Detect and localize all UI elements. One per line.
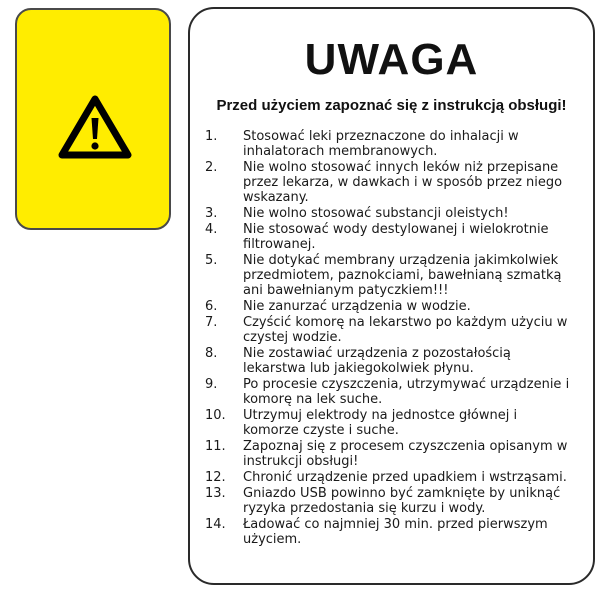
rule-number: 14. bbox=[205, 517, 226, 532]
warning-sign-panel bbox=[15, 8, 171, 230]
rule-text: Czyścić komorę na lekarstwo po każdym użyciu w czystej wodzie. bbox=[243, 315, 568, 345]
rule-number: 7. bbox=[205, 315, 218, 330]
rules-list bbox=[205, 129, 573, 548]
rule-item bbox=[205, 299, 573, 314]
rule-text: Gniazdo USB powinno być zamknięte by uniknąć ryzyka przedostania się kurzu i wody. bbox=[243, 486, 561, 516]
rule-item bbox=[205, 315, 573, 345]
rule-item bbox=[205, 408, 573, 438]
rule-item bbox=[205, 346, 573, 376]
rule-number: 13. bbox=[205, 486, 226, 501]
rule-text: Nie dotykać membrany urządzenia jakimkolwiek przedmiotem, paznokciami, bawełnianą szmatką ani bawełnianym patyczkiem!!! bbox=[243, 253, 562, 298]
rule-number: 6. bbox=[205, 299, 218, 314]
rule-text: Nie wolno stosować innych leków niż przepisane przez lekarza, w dawkach i w sposób przez niego wskazany. bbox=[243, 160, 563, 205]
rule-item bbox=[205, 439, 573, 469]
rule-text: Chronić urządzenie przed upadkiem i wstrząsami. bbox=[243, 470, 567, 485]
rule-item bbox=[205, 129, 573, 159]
rule-text: Nie stosować wody destylowanej i wielokrotnie filtrowanej. bbox=[243, 222, 549, 252]
rule-text: Ładować co najmniej 30 min. przed pierwszym użyciem. bbox=[243, 517, 548, 547]
rule-text: Zapoznaj się z procesem czyszczenia opisanym w instrukcji obsługi! bbox=[243, 439, 568, 469]
rule-text: Nie zanurzać urządzenia w wodzie. bbox=[243, 299, 471, 314]
rule-item bbox=[205, 517, 573, 547]
rule-item bbox=[205, 377, 573, 407]
rule-number: 1. bbox=[205, 129, 218, 144]
rule-number: 10. bbox=[205, 408, 226, 423]
rule-item bbox=[205, 486, 573, 516]
rule-number: 5. bbox=[205, 253, 218, 268]
rule-item bbox=[205, 253, 573, 298]
rule-item bbox=[205, 160, 573, 205]
rule-text: Nie wolno stosować substancji oleistych! bbox=[243, 206, 509, 221]
rule-number: 9. bbox=[205, 377, 218, 392]
rule-text: Utrzymuj elektrody na jednostce głównej i komorze czyste i suche. bbox=[243, 408, 518, 438]
rule-text: Nie zostawiać urządzenia z pozostałością lekarstwa lub jakiegokolwiek płynu. bbox=[243, 346, 511, 376]
rule-item bbox=[205, 222, 573, 252]
notice-card bbox=[188, 7, 595, 585]
notice-title: UWAGA bbox=[304, 35, 479, 84]
rule-text: Po procesie czyszczenia, utrzymywać urządzenie i komorę na lek suche. bbox=[243, 377, 570, 407]
rule-number: 11. bbox=[205, 439, 226, 454]
notice-subtitle: Przed użyciem zapoznać się z instrukcją obsługi! bbox=[216, 97, 567, 114]
warning-triangle-icon bbox=[57, 94, 133, 160]
rule-text: Stosować leki przeznaczone do inhalacji w inhalatorach membranowych. bbox=[243, 129, 519, 159]
rule-item bbox=[205, 470, 573, 485]
rule-number: 4. bbox=[205, 222, 218, 237]
rule-number: 8. bbox=[205, 346, 218, 361]
rule-item bbox=[205, 206, 573, 221]
rule-number: 3. bbox=[205, 206, 218, 221]
rule-number: 2. bbox=[205, 160, 218, 175]
rule-number: 12. bbox=[205, 470, 226, 485]
